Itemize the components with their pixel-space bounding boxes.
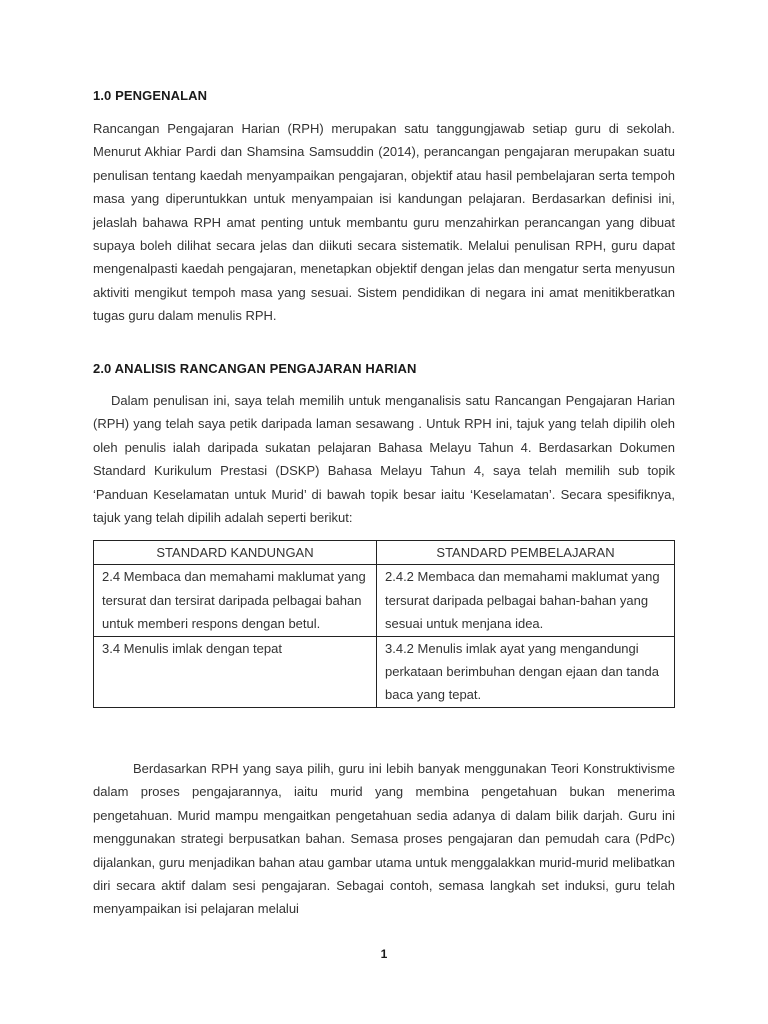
table-cell: 3.4 Menulis imlak dengan tepat [94,636,377,707]
section-heading-analisis: 2.0 ANALISIS RANCANGAN PENGAJARAN HARIAN [93,361,417,376]
section-heading-pengenalan: 1.0 PENGENALAN [93,88,208,103]
standards-table [93,540,675,708]
table-header-standard-kandungan: STANDARD KANDUNGAN [94,541,377,565]
table-cell: 2.4.2 Membaca dan memahami maklumat yang tersurat daripada pelbagai bahan-bahan yang sesuai untuk menjana idea. [377,565,675,636]
table-cell: 2.4 Membaca dan memahami maklumat yang tersurat dan tersirat daripada pelbagai bahan untuk memberi respons dengan betul. [94,565,377,636]
paragraph-berdasarkan-rph: Berdasarkan RPH yang saya pilih, guru ini lebih banyak menggunakan Teori Konstruktivisme dalam proses pengajarannya, iaitu murid yang membina pengetahuan bukan menerima pengetahuan. Murid mampu mengaitkan pengetahuan sedia adanya di dalam bilik darjah. Guru ini menggunakan strategi berpusatkan bahan. Semasa proses pengajaran dan pemudah cara (PdPc) dijalankan, guru menjadikan bahan atau gambar utama untuk menggalakkan murid-murid melibatkan diri secara aktif dalam sesi pengajaran. Sebagai contoh, semasa langkah set induksi, guru telah menyampaikan isi pelajaran melalui [93,761,675,917]
table-cell: 3.4.2 Menulis imlak ayat yang mengandungi perkataan berimbuhan dengan ejaan dan tanda baca yang tepat. [377,636,675,707]
table-header-standard-pembelajaran: STANDARD PEMBELAJARAN [377,541,675,565]
page-number: 1 [380,947,388,961]
table-row [94,636,675,707]
paragraph-pengenalan: Rancangan Pengajaran Harian (RPH) merupakan satu tanggungjawab setiap guru di sekolah. Menurut Akhiar Pardi dan Shamsina Samsuddin (2014), perancangan pengajaran merupakan suatu penulisan tentang kaedah menyampaikan pengajaran, objektif atau hasil pembelajaran serta tempoh masa yang diperuntukkan untuk menyampaian isi kandungan pelajaran. Berdasarkan definisi ini, jelaslah bahawa RPH amat penting untuk membantu guru menzahirkan perancangan yang dibuat supaya boleh dilihat secara jelas dan diikuti secara sistematik. Melalui penulisan RPH, guru dapat mengenalpasti kaedah pengajaran, menetapkan objektif dengan jelas dan mengatur serta menyusun aktiviti mengikut tempoh masa yang sesuai. Sistem pendidikan di negara ini amat menitikberatkan tugas guru dalam menulis RPH. [93,121,675,324]
table-row [94,565,675,636]
paragraph-analisis: Dalam penulisan ini, saya telah memilih untuk menganalisis satu Rancangan Pengajaran Harian (RPH) yang telah saya petik daripada laman sesawang . Untuk RPH ini, tajuk yang telah dipilih oleh oleh penulis ialah daripada sukatan pelajaran Bahasa Melayu Tahun 4. Berdasarkan Dokumen Standard Kurikulum Prestasi (DSKP) Bahasa Melayu Tahun 4, saya telah memilih sub topik ‘Panduan Keselamatan untuk Murid’ di bawah topik besar iaitu ‘Keselamatan’. Secara spesifiknya, tajuk yang telah dipilih adalah seperti berikut: [93,393,675,526]
table-header-row [94,541,675,565]
